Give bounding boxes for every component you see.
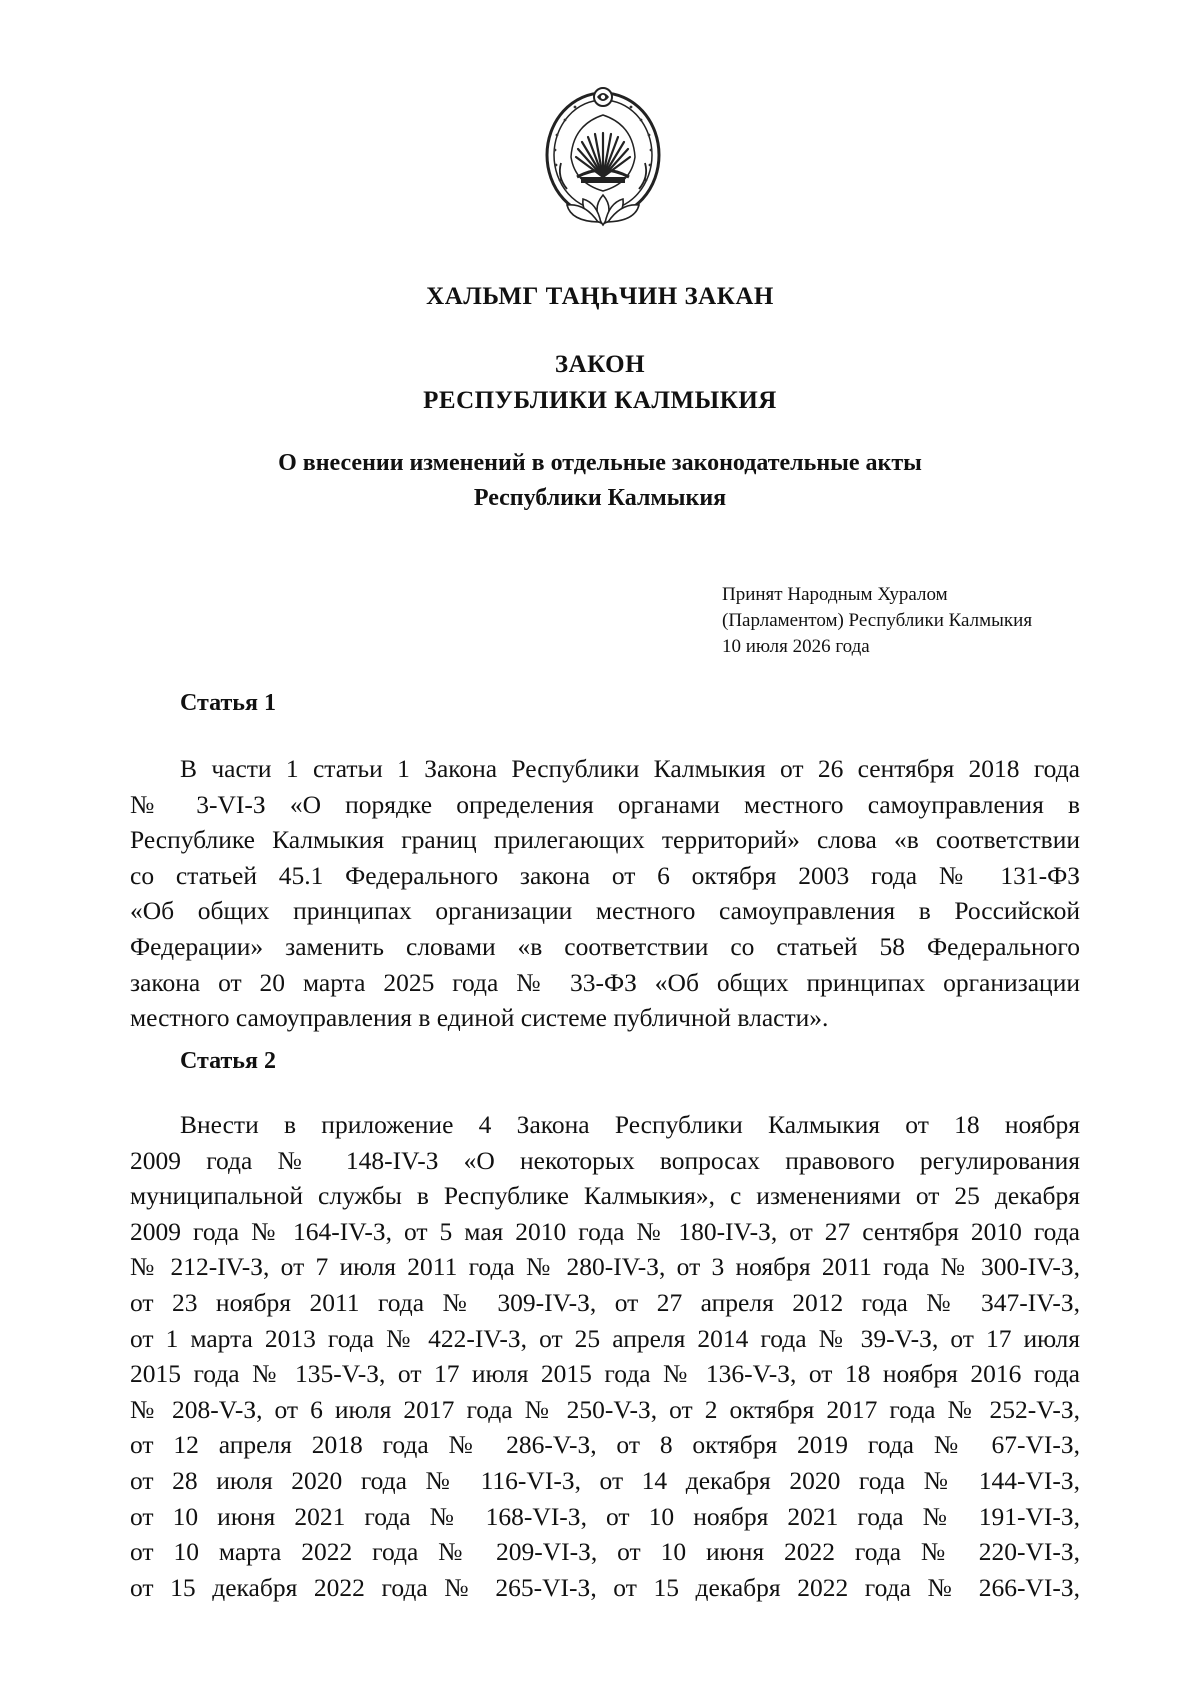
text-line: закона от 20 марта 2025 года № 33-ФЗ «Об общих принципах организации xyxy=(130,967,1080,997)
text-line: № 3-VI-З «О порядке определения органами местного самоуправления в xyxy=(130,789,1080,819)
adoption-line1: Принят Народным Хуралом xyxy=(722,584,948,605)
adoption-line2: (Парламентом) Республики Калмыкия xyxy=(722,610,1033,631)
text-line: муниципальной службы в Республике Калмыкия», с изменениями от 25 декабря xyxy=(130,1181,1080,1211)
text-line: 2015 года № 135-V-З, от 17 июля 2015 года № 136-V-З, от 18 ноября 2016 года xyxy=(130,1359,1080,1389)
law-heading-line1: ЗАКОН xyxy=(554,351,646,378)
article-2-text xyxy=(130,1107,1080,1605)
text-line: местного самоуправления в единой системе публичной власти». xyxy=(130,1003,829,1033)
law-title-line2: Республики Калмыкия xyxy=(473,485,727,511)
law-heading-line2: РЕСПУБЛИКИ КАЛМЫКИЯ xyxy=(423,387,777,414)
law-title-line1: О внесении изменений в отдельные законодательные акты xyxy=(278,450,922,476)
article-1-text xyxy=(130,751,1080,1036)
text-line: от 12 апреля 2018 года № 286-V-З, от 8 октября 2019 года № 67-VI-З, xyxy=(130,1430,1080,1460)
text-line: от 10 марта 2022 года № 209-VI-З, от 10 июня 2022 года № 220-VI-З, xyxy=(130,1537,1080,1567)
text-line: Федерации» заменить словами «в соответствии со статьей 58 Федерального xyxy=(130,931,1080,961)
text-line: В части 1 статьи 1 Закона Республики Калмыкия от 26 сентября 2018 года xyxy=(180,754,1080,783)
adoption-date: 10 июля 2026 года xyxy=(722,636,870,657)
text-line: 2009 года № 164-IV-З, от 5 мая 2010 года № 180-IV-З, от 27 сентября 2010 года xyxy=(130,1216,1080,1246)
law-heading xyxy=(0,347,1200,419)
text-line: от 10 июня 2021 года № 168-VI-З, от 10 ноября 2021 года № 191-VI-З, xyxy=(130,1501,1080,1531)
coat-of-arms-icon xyxy=(543,85,663,230)
adoption-note xyxy=(722,582,1032,660)
text-line: со статьей 45.1 Федерального закона от 6 октября 2003 года № 131-ФЗ xyxy=(130,860,1080,890)
law-title xyxy=(0,446,1200,516)
text-line: от 15 декабря 2022 года № 265-VI-З, от 15 декабря 2022 года № 266-VI-З, xyxy=(130,1572,1080,1602)
text-line: от 28 июля 2020 года № 116-VI-З, от 14 декабря 2020 года № 144-VI-З, xyxy=(130,1465,1080,1495)
article-2-title: Статья 2 xyxy=(180,1048,276,1074)
text-line: № 212-IV-З, от 7 июля 2011 года № 280-IV-З, от 3 ноября 2011 года № 300-IV-З, xyxy=(130,1252,1080,1282)
text-line: от 23 ноября 2011 года № 309-IV-З, от 27 апреля 2012 года № 347-IV-З, xyxy=(130,1287,1080,1317)
text-line: «Об общих принципах организации местного самоуправления в Российской xyxy=(130,896,1080,926)
article-1-title: Статья 1 xyxy=(180,690,276,716)
text-line: Внести в приложение 4 Закона Республики Калмыкия от 18 ноября xyxy=(180,1110,1080,1139)
native-law-heading: ХАЛЬМГ ТАҢҺЧИН ЗАКАН xyxy=(426,283,774,310)
text-line: 2009 года № 148-IV-З «О некоторых вопросах правового регулирования xyxy=(130,1145,1080,1175)
text-line: № 208-V-З, от 6 июля 2017 года № 250-V-З, от 2 октября 2017 года № 252-V-З, xyxy=(130,1394,1080,1424)
text-line: от 1 марта 2013 года № 422-IV-З, от 25 апреля 2014 года № 39-V-З, от 17 июля xyxy=(130,1323,1080,1353)
text-line: Республике Калмыкия границ прилегающих территорий» слова «в соответствии xyxy=(130,825,1080,855)
